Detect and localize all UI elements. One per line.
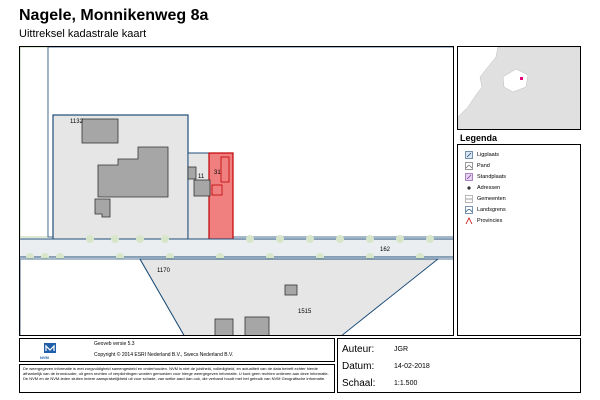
- building-small-a: [188, 167, 196, 179]
- scale-value: 1:1.500: [394, 379, 418, 387]
- building-south-b: [245, 317, 269, 336]
- tree: [161, 235, 169, 243]
- tree: [426, 235, 434, 243]
- disclaimer-text: De weergegeven informatie is met zorgvuldigheid samengesteld en onderhouden. NVM is niet de juistheid, volledigheid, en actualiteit van de data betreft echter hierde afhankelijk van de brondouder, uit geen rechten of verplichtingen worden gemoeden voor hierge weergegeven informatie. U kunt geen rechten ontlenen aan deze informatie. De NVM en de NVM-leden sluiten iedere aansprakelijkheid uit voor schade, van welke aard dan ook, die verband houdt met het gebruik van NVM Geografische informatie.: [19, 364, 335, 393]
- ligplaats-icon: [464, 151, 473, 159]
- date-value: 14-02-2018: [394, 362, 430, 370]
- legend-item-gemeenten: [464, 194, 506, 203]
- parcel-label: 31: [214, 170, 221, 176]
- parcel-label: 1515: [298, 309, 312, 315]
- footer-logo-box: [19, 338, 335, 362]
- parcel-label: 162: [380, 247, 391, 253]
- tree: [136, 235, 144, 243]
- nvm-logo-text: NVM: [40, 355, 49, 360]
- legend-label: Landsgrens: [477, 206, 506, 213]
- legend-item-provincies: [464, 216, 502, 225]
- author-row: [342, 342, 408, 356]
- tree: [86, 235, 94, 243]
- legend-panel: [457, 144, 581, 336]
- parcel-label: 11: [198, 174, 205, 180]
- legend-label: Adressen: [477, 184, 501, 191]
- tree: [246, 235, 254, 243]
- legend-label: Ligplaats: [477, 151, 500, 158]
- parcel-label: 1132: [70, 119, 83, 125]
- building-highlight-a: [221, 157, 229, 182]
- copyright-text: Copyright © 2014 ESRI Nederland B.V., Swecs Nederland B.V.: [94, 352, 234, 358]
- cadastral-map[interactable]: [19, 46, 454, 336]
- legend-label: Gemeenten: [477, 195, 506, 202]
- tree: [366, 235, 374, 243]
- tree: [111, 235, 119, 243]
- legend-label: Provincies: [477, 217, 503, 224]
- map-subtitle: Uittreksel kadastrale kaart: [19, 28, 147, 40]
- tree: [276, 235, 284, 243]
- field-strip-left: [20, 47, 48, 237]
- scale-row: [342, 376, 417, 390]
- tree: [396, 235, 404, 243]
- overview-map[interactable]: [457, 46, 581, 130]
- author-value: JGR: [394, 345, 408, 353]
- date-label: Datum:: [342, 360, 375, 372]
- legend-label: Standplaats: [477, 173, 507, 180]
- map-title: Nagele, Monnikenweg 8a: [19, 7, 209, 24]
- landsgrens-icon: [464, 206, 473, 214]
- legend-item-landsgrens: [464, 205, 506, 214]
- cadastral-map-canvas: [20, 47, 454, 336]
- gemeenten-icon: [464, 195, 473, 203]
- building-highlight-b: [212, 185, 222, 195]
- standplaats-icon: [464, 173, 473, 181]
- building-small-b: [194, 180, 210, 196]
- building-south-a: [215, 319, 233, 336]
- legend-title: Legenda: [460, 133, 498, 143]
- location-marker-icon: [520, 77, 523, 80]
- overview-map-canvas: [458, 47, 581, 130]
- building-south-small: [285, 285, 297, 295]
- legend-label: Pand: [477, 162, 490, 169]
- tree: [336, 235, 344, 243]
- date-row: [342, 359, 430, 373]
- map-info-box: [337, 338, 581, 393]
- legend-item-ligplaats: [464, 150, 499, 159]
- legend-item-adressen: [464, 183, 500, 192]
- scale-label: Schaal:: [342, 377, 376, 389]
- provincies-icon: [464, 217, 473, 225]
- tree: [306, 235, 314, 243]
- building-shed: [95, 199, 110, 217]
- author-label: Auteur:: [342, 343, 375, 355]
- version-text: Geoveb versie 5.3: [94, 341, 135, 347]
- pand-icon: [464, 162, 473, 170]
- legend-item-standplaats: [464, 172, 506, 181]
- adressen-dot-icon: [464, 184, 473, 192]
- building-barn-north: [82, 119, 118, 143]
- parcel-label: 1170: [157, 268, 170, 274]
- legend-item-pand: [464, 161, 490, 170]
